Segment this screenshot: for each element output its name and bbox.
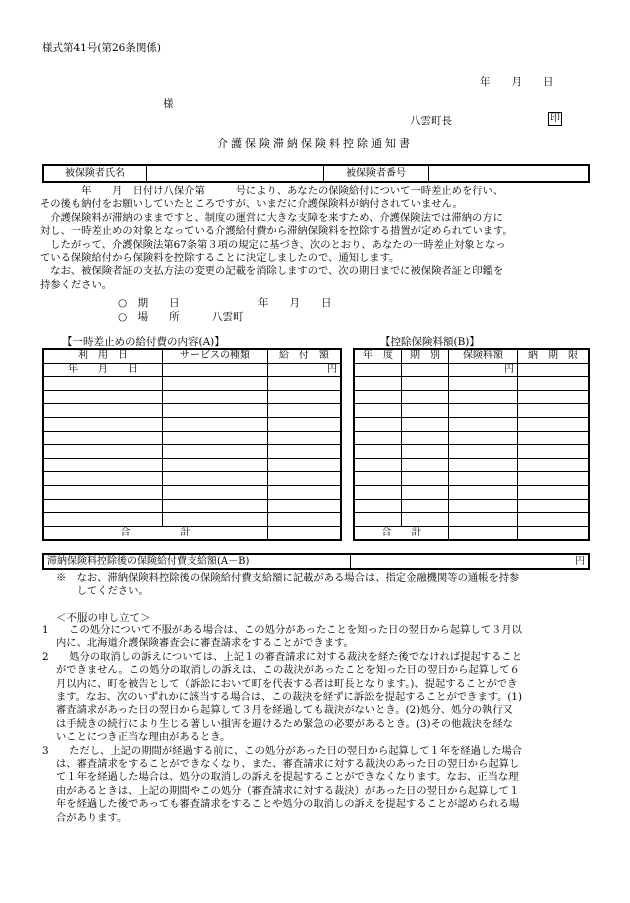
table-b-header: 期 別	[402, 349, 449, 363]
table-b-cell[interactable]	[402, 377, 449, 391]
table-row	[43, 445, 341, 459]
table-b-cell[interactable]	[354, 363, 402, 377]
table-b-cell[interactable]	[354, 377, 402, 391]
notice-body	[40, 185, 595, 292]
table-a-cell[interactable]	[163, 445, 268, 459]
table-b-cell[interactable]	[354, 390, 402, 404]
schedule-place-value: 八雲町	[212, 311, 244, 323]
table-a-cell[interactable]	[268, 417, 342, 431]
seal-mark: 印	[550, 113, 560, 124]
table-row	[354, 445, 589, 459]
appeal-line: 1 この処分について不服がある場合は、この処分があったことを知った日の翌日から起算して３月以	[42, 624, 522, 636]
table-b-total-value[interactable]	[449, 526, 518, 540]
net-payment-table	[42, 553, 590, 570]
table-a-cell[interactable]	[163, 485, 268, 499]
schedule-place-label: ○ 場 所	[118, 311, 180, 323]
table-row	[43, 431, 341, 445]
table-b-cell[interactable]	[354, 458, 402, 472]
appeal-line: いことにつき正当な理由があるとき。	[56, 731, 231, 744]
schedule-date-label: ○ 期 日	[118, 297, 180, 309]
table-b-cell[interactable]	[354, 485, 402, 499]
table-row	[43, 513, 341, 527]
table-a-cell[interactable]	[163, 363, 268, 377]
remark-line: ※ なお、滞納保険料控除後の保険給付費支給額に記載がある場合は、指定金融機関等の通帳を持参	[56, 572, 520, 584]
table-b-cell[interactable]	[449, 499, 518, 513]
form-number: 様式第41号(第26条関係)	[42, 42, 161, 54]
table-row	[354, 499, 589, 513]
table-b-cell[interactable]	[354, 472, 402, 486]
table-row	[43, 472, 341, 486]
appeal-text	[42, 624, 597, 825]
table-a-cell[interactable]	[268, 458, 342, 472]
appeal-line: 審査請求があった日の翌日から起算して３月を経過しても裁決がないとき。(2)処分、処分の執行又	[56, 704, 513, 717]
table-row	[43, 390, 341, 404]
table-b-total-blank	[518, 526, 590, 540]
table-a-total-value[interactable]	[268, 526, 342, 540]
table-a-cell[interactable]: 年 月 日	[43, 363, 163, 377]
addressee-suffix: 様	[163, 98, 174, 110]
table-a-cell[interactable]	[268, 377, 342, 391]
table-row	[43, 485, 341, 499]
table-row	[354, 377, 589, 391]
table-a-cell[interactable]	[163, 377, 268, 391]
table-a-cell[interactable]	[268, 472, 342, 486]
table-a-cell[interactable]	[43, 404, 163, 418]
insured-info-table	[42, 164, 590, 183]
table-b-cell[interactable]	[518, 390, 590, 404]
table-b-cell[interactable]	[449, 417, 518, 431]
issue-date: 年 月 日	[480, 76, 554, 88]
table-b-cell[interactable]	[449, 377, 518, 391]
table-a-cell[interactable]	[43, 513, 163, 527]
table-a-cell[interactable]	[268, 485, 342, 499]
table-b-cell[interactable]	[518, 485, 590, 499]
table-row	[43, 417, 341, 431]
table-a-cell[interactable]	[43, 458, 163, 472]
table-b-cell[interactable]	[518, 404, 590, 418]
table-a-cell[interactable]	[163, 390, 268, 404]
table-b-cell[interactable]	[449, 431, 518, 445]
document-title: 介護保険滞納保険料控除通知書	[217, 137, 413, 150]
insured-number-field[interactable]	[429, 165, 590, 182]
table-b-cell[interactable]	[402, 417, 449, 431]
table-b-cell[interactable]	[518, 472, 590, 486]
table-row	[354, 513, 589, 527]
insured-name-label: 被保険者氏名	[43, 165, 147, 182]
schedule-date-value: 年 月 日	[258, 297, 332, 309]
table-a-cell[interactable]	[163, 513, 268, 527]
table-row	[354, 404, 589, 418]
table-b-cell[interactable]	[449, 390, 518, 404]
appeal-line: 合があります。	[56, 811, 128, 824]
issuer-name: 八雲町長	[410, 115, 452, 127]
table-row	[43, 499, 341, 513]
table-b-cell[interactable]	[354, 431, 402, 445]
table-a-cell[interactable]	[268, 513, 342, 527]
table-b-cell[interactable]	[402, 472, 449, 486]
appeal-line: は、審査請求をすることができなくなり、また、審査請求に対する裁決のあった日の翌日から起算し	[56, 758, 520, 771]
table-b-cell[interactable]	[402, 499, 449, 513]
table-a-cell[interactable]	[268, 499, 342, 513]
table-a-cell[interactable]	[268, 404, 342, 418]
table-b-cell[interactable]	[449, 513, 518, 527]
table-b-cell[interactable]	[518, 377, 590, 391]
table-a-cell[interactable]	[268, 445, 342, 459]
remark	[56, 572, 596, 599]
table-a-cell[interactable]	[163, 404, 268, 418]
table-row	[354, 458, 589, 472]
table-a-cell[interactable]: 円	[268, 363, 342, 377]
insured-name-field[interactable]	[147, 165, 324, 182]
table-b-header: 年 度	[354, 349, 402, 363]
table-b-cell[interactable]	[402, 513, 449, 527]
table-a-total-label: 合 計	[43, 526, 268, 540]
table-a-heading: 【一時差止めの給付費の内容(A)】	[62, 336, 225, 348]
body-line: 対し、一時差止めの対象となっている介護給付費から滞納保険料を控除する措置が定められています。	[40, 225, 513, 238]
appeal-line: ができません。この処分の取消しの訴えは、この裁決があったことを知った日の翌日から起算して６	[56, 664, 520, 677]
table-b-cell[interactable]	[449, 485, 518, 499]
body-line: したがって、介護保険法第67条第３項の規定に基づき、次のとおり、あなたの一時差止対象となっ	[40, 238, 506, 251]
appeal-line: 3 ただし、上記の期間が経過する前に、この処分があった日の翌日から起算して１年を経過した場合	[42, 744, 523, 757]
table-b-cell[interactable]	[402, 431, 449, 445]
appeal-line: は手続きの続行により生じる著しい損害を避けるため緊急の必要があるとき。(3)その他裁決を経な	[56, 717, 513, 730]
table-b-header: 納 期 限	[518, 349, 590, 363]
table-b-cell[interactable]	[402, 485, 449, 499]
table-a-cell[interactable]	[43, 377, 163, 391]
table-b-cell[interactable]	[354, 404, 402, 418]
table-a-header: 利 用 日	[43, 349, 163, 363]
table-a	[42, 348, 342, 541]
table-a-cell[interactable]	[163, 499, 268, 513]
table-a-cell[interactable]	[43, 472, 163, 486]
insured-number-label: 被保険者番号	[324, 165, 429, 182]
remark-line: してください。	[56, 585, 149, 598]
appeal-line: 内に、北海道介護保険審査会に審査請求をすることができます。	[56, 637, 354, 650]
appeal-line: 年を経過した後であっても審査請求をすることや処分の取消しの訴えを提起することが認められる場	[56, 798, 520, 811]
table-b	[353, 348, 590, 541]
table-b-cell[interactable]	[518, 417, 590, 431]
body-line: 年 月 日付け八保介第 号により、あなたの保険給付について一時差止めを行い、	[40, 185, 504, 197]
body-line: ている保険給付から保険料を控除することに決定しましたので、通知します。	[40, 252, 400, 265]
table-b-cell[interactable]	[518, 499, 590, 513]
table-b-cell[interactable]	[449, 472, 518, 486]
table-row	[354, 417, 589, 431]
table-a-cell[interactable]	[163, 472, 268, 486]
table-b-cell[interactable]	[518, 513, 590, 527]
table-b-cell[interactable]	[402, 458, 449, 472]
table-a-cell[interactable]	[43, 485, 163, 499]
table-a-cell[interactable]	[43, 499, 163, 513]
table-b-cell[interactable]	[354, 499, 402, 513]
body-line: なお、被保険者証の支払方法の変更の記載を消除しますので、次の期日までに被保険者証と印鑑を	[40, 265, 504, 278]
table-a-cell[interactable]	[163, 417, 268, 431]
table-row	[354, 472, 589, 486]
appeal-heading: ＜不服の申し立て＞	[56, 612, 151, 624]
table-b-total-label: 合 計	[354, 526, 449, 540]
table-b-header: 保険料額	[449, 349, 518, 363]
table-a-cell[interactable]	[43, 417, 163, 431]
table-row	[354, 390, 589, 404]
table-a-cell[interactable]	[268, 390, 342, 404]
table-b-cell[interactable]	[402, 445, 449, 459]
table-b-cell[interactable]	[518, 431, 590, 445]
table-a-cell[interactable]	[43, 431, 163, 445]
table-b-cell[interactable]	[402, 390, 449, 404]
table-b-cell[interactable]	[354, 445, 402, 459]
table-row	[43, 458, 341, 472]
appeal-line: ます。なお、次のいずれかに該当する場合は、この裁決を経ずに訴訟を提起することができます。(1)	[56, 691, 522, 704]
table-b-heading: 【控除保険料額(B)】	[380, 336, 480, 348]
table-a-cell[interactable]	[163, 431, 268, 445]
appeal-line: て１年を経過した場合は、処分の取消しの訴えを提起することができなくなります。なお、正当な理	[56, 771, 519, 784]
appeal-line: 由があるときは、上記の期間やこの処分（審査請求に対する裁決）があった日の翌日から起算して１	[56, 784, 520, 797]
table-b-cell[interactable]	[449, 404, 518, 418]
table-b-cell[interactable]	[354, 417, 402, 431]
table-a-cell[interactable]	[43, 445, 163, 459]
body-line: 持参ください。	[40, 278, 113, 291]
table-a-header: 給 付 額	[268, 349, 342, 363]
table-a-header: サービスの種類	[163, 349, 268, 363]
table-row	[43, 404, 341, 418]
table-b-cell[interactable]	[449, 458, 518, 472]
table-b-cell[interactable]	[449, 445, 518, 459]
table-a-cell[interactable]	[163, 458, 268, 472]
table-b-cell[interactable]	[518, 445, 590, 459]
table-b-cell[interactable]	[402, 404, 449, 418]
table-a-cell[interactable]	[268, 431, 342, 445]
table-b-cell[interactable]: 円	[449, 363, 518, 377]
appeal-line: 月以内に、町を被告として（訴訟において町を代表する者は町長となります。)、提起することができ	[56, 677, 518, 690]
table-b-cell[interactable]	[518, 458, 590, 472]
net-payment-value[interactable]: 円	[351, 554, 590, 569]
table-a-cell[interactable]	[43, 390, 163, 404]
appeal-line: 2 処分の取消しの訴えについては、上記１の審査請求に対する裁決を経た後でなければ提起すること	[42, 650, 522, 663]
table-b-cell[interactable]	[402, 363, 449, 377]
table-b-cell[interactable]	[354, 513, 402, 527]
table-b-cell[interactable]	[518, 363, 590, 377]
table-row	[43, 377, 341, 391]
net-payment-label: 滞納保険料控除後の保険給付費支給額(A－B)	[43, 554, 351, 569]
body-line: その後も納付をお願いしていたところですが、いまだに介護保険料が納付されていません。	[40, 198, 463, 211]
body-line: 介護保険料が滞納のままですと、制度の運営に大きな支障を来すため、介護保険法では滞納の方に	[40, 211, 503, 224]
table-row	[354, 485, 589, 499]
table-row	[354, 431, 589, 445]
